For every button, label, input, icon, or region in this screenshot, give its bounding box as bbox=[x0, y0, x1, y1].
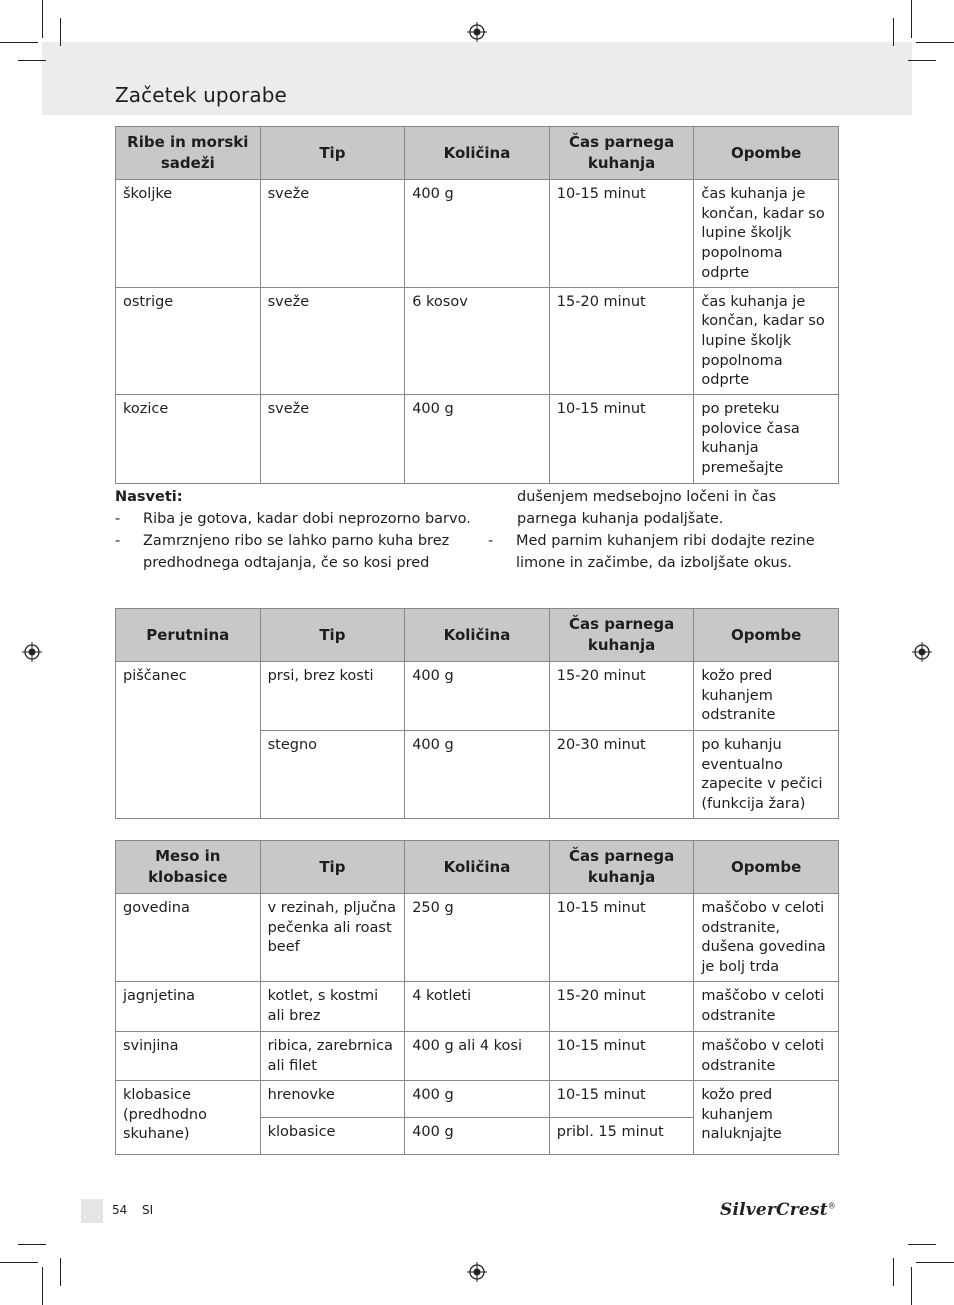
crop-mark bbox=[60, 1258, 61, 1286]
table-cell: 15-20 minut bbox=[549, 287, 694, 395]
table-cell: maščobo v celoti odstranite, dušena govedina je bolj trda bbox=[694, 894, 839, 982]
table-cell: po kuhanju eventualno zapecite v pečici (funkcija žara) bbox=[694, 731, 839, 819]
tips-title: Nasveti: bbox=[115, 489, 183, 505]
table-row bbox=[116, 894, 839, 982]
table-cell: pribl. 15 minut bbox=[549, 1118, 694, 1155]
table-cell: 15-20 minut bbox=[549, 662, 694, 731]
page-number: 54 bbox=[112, 1203, 128, 1217]
column-header: Čas parnega kuhanja bbox=[549, 841, 694, 894]
table-cell: piščanec bbox=[116, 662, 261, 819]
column-header: Količina bbox=[405, 841, 550, 894]
table-cell: ribica, zarebrnica ali filet bbox=[260, 1032, 405, 1081]
tip-item bbox=[488, 530, 840, 574]
table-cell: govedina bbox=[116, 894, 261, 982]
table-row bbox=[116, 1032, 839, 1081]
table-cell: 10-15 minut bbox=[549, 894, 694, 982]
column-header: Ribe in morski sadeži bbox=[116, 127, 261, 180]
table-cell: kozice bbox=[116, 395, 261, 484]
table-cell: sveže bbox=[260, 180, 405, 288]
crop-mark bbox=[42, 0, 43, 38]
registration-mark-icon bbox=[22, 642, 42, 662]
brand-mark: ® bbox=[827, 1201, 836, 1211]
table-cell: 10-15 minut bbox=[549, 1081, 694, 1118]
table-cell: kotlet, s kostmi ali brez bbox=[260, 982, 405, 1032]
crop-mark bbox=[60, 18, 61, 46]
table-cell: kožo pred kuhanjem naluknjajte bbox=[694, 1081, 839, 1155]
registration-mark-icon bbox=[467, 1262, 487, 1282]
column-header: Tip bbox=[260, 841, 405, 894]
table-cell: jagnjetina bbox=[116, 982, 261, 1032]
table-cell: klobasice (predhodno skuhane) bbox=[116, 1081, 261, 1155]
footer-tab bbox=[81, 1199, 103, 1223]
crop-mark bbox=[18, 60, 46, 61]
table-cell: 10-15 minut bbox=[549, 395, 694, 484]
table-cell: 10-15 minut bbox=[549, 180, 694, 288]
table-cell: maščobo v celoti odstranite bbox=[694, 1032, 839, 1081]
table-row bbox=[116, 287, 839, 395]
crop-mark bbox=[893, 18, 894, 46]
column-header: Čas parnega kuhanja bbox=[549, 609, 694, 662]
table-cell: 400 g bbox=[405, 1081, 550, 1118]
table-cell: 6 kosov bbox=[405, 287, 550, 395]
table-cell: prsi, brez kosti bbox=[260, 662, 405, 731]
brand-name: SilverCrest bbox=[720, 1200, 828, 1220]
tip-text: Riba je gotova, kadar dobi neprozorno barvo. bbox=[143, 511, 471, 527]
table-cell: sveže bbox=[260, 287, 405, 395]
crop-mark bbox=[911, 0, 912, 38]
column-header: Opombe bbox=[694, 609, 839, 662]
table-row bbox=[116, 662, 839, 731]
table-cell: školjke bbox=[116, 180, 261, 288]
table-row bbox=[116, 180, 839, 288]
crop-mark bbox=[18, 1244, 46, 1245]
table-cell: čas kuhanja je končan, kadar so lupine školjk popolnoma odprte bbox=[694, 180, 839, 288]
column-header: Opombe bbox=[694, 127, 839, 180]
tip-item bbox=[115, 530, 475, 574]
column-header: Meso in klobasice bbox=[116, 841, 261, 894]
table-row bbox=[116, 982, 839, 1032]
column-header: Tip bbox=[260, 127, 405, 180]
table-cell: v rezinah, pljučna pečenka ali roast beef bbox=[260, 894, 405, 982]
poultry-table bbox=[115, 608, 839, 819]
language-code: SI bbox=[142, 1203, 154, 1217]
tip-text: Med parnim kuhanjem ribi dodajte rezine limone in začimbe, da izboljšate okus. bbox=[516, 533, 815, 571]
table-header-row bbox=[116, 841, 839, 894]
table-cell: 250 g bbox=[405, 894, 550, 982]
tips-column-right bbox=[488, 486, 840, 574]
crop-mark bbox=[911, 1267, 912, 1305]
table-cell: ostrige bbox=[116, 287, 261, 395]
table-cell: 400 g bbox=[405, 662, 550, 731]
table-cell: maščobo v celoti odstranite bbox=[694, 982, 839, 1032]
column-header: Čas parnega kuhanja bbox=[549, 127, 694, 180]
table-cell: 400 g bbox=[405, 731, 550, 819]
crop-mark bbox=[42, 1267, 43, 1305]
column-header: Tip bbox=[260, 609, 405, 662]
dash-bullet: - bbox=[115, 511, 121, 527]
dash-bullet: - bbox=[488, 533, 494, 549]
dash-bullet: - bbox=[115, 533, 121, 549]
table-cell: klobasice bbox=[260, 1118, 405, 1155]
brand-logo bbox=[720, 1200, 836, 1220]
crop-mark bbox=[916, 42, 954, 43]
column-header: Perutnina bbox=[116, 609, 261, 662]
crop-mark bbox=[0, 42, 38, 43]
registration-mark-icon bbox=[467, 22, 487, 42]
column-header: Količina bbox=[405, 127, 550, 180]
table-cell: sveže bbox=[260, 395, 405, 484]
table-cell: hrenovke bbox=[260, 1081, 405, 1118]
table-row bbox=[116, 1081, 839, 1118]
crop-mark bbox=[893, 1258, 894, 1286]
table-cell: stegno bbox=[260, 731, 405, 819]
tips-column-left bbox=[115, 486, 475, 574]
table-header-row bbox=[116, 127, 839, 180]
column-header: Količina bbox=[405, 609, 550, 662]
column-header: Opombe bbox=[694, 841, 839, 894]
table-cell: svinjina bbox=[116, 1032, 261, 1081]
table-cell: 400 g bbox=[405, 1118, 550, 1155]
table-cell: 400 g bbox=[405, 395, 550, 484]
table-cell: 400 g ali 4 kosi bbox=[405, 1032, 550, 1081]
table-cell: po preteku polovice časa kuhanja premešajte bbox=[694, 395, 839, 484]
crop-mark bbox=[908, 60, 936, 61]
table-cell: 15-20 minut bbox=[549, 982, 694, 1032]
table-cell: čas kuhanja je končan, kadar so lupine školjk popolnoma odprte bbox=[694, 287, 839, 395]
crop-mark bbox=[908, 1244, 936, 1245]
crop-mark bbox=[916, 1262, 954, 1263]
table-cell: kožo pred kuhanjem odstranite bbox=[694, 662, 839, 731]
table-cell: 10-15 minut bbox=[549, 1032, 694, 1081]
tip-item bbox=[115, 508, 475, 530]
fish-table bbox=[115, 126, 839, 484]
tip-text-continued: dušenjem medsebojno ločeni in čas parnega kuhanja podaljšate. bbox=[517, 489, 777, 527]
page-title: Začetek uporabe bbox=[115, 83, 287, 107]
table-cell: 20-30 minut bbox=[549, 731, 694, 819]
table-cell: 400 g bbox=[405, 180, 550, 288]
tip-text: Zamrznjeno ribo se lahko parno kuha brez predhodnega odtajanja, če so kosi pred bbox=[143, 533, 450, 571]
crop-mark bbox=[0, 1262, 38, 1263]
table-row bbox=[116, 395, 839, 484]
registration-mark-icon bbox=[912, 642, 932, 662]
meat-table bbox=[115, 840, 839, 1155]
table-header-row bbox=[116, 609, 839, 662]
table-cell: 4 kotleti bbox=[405, 982, 550, 1032]
